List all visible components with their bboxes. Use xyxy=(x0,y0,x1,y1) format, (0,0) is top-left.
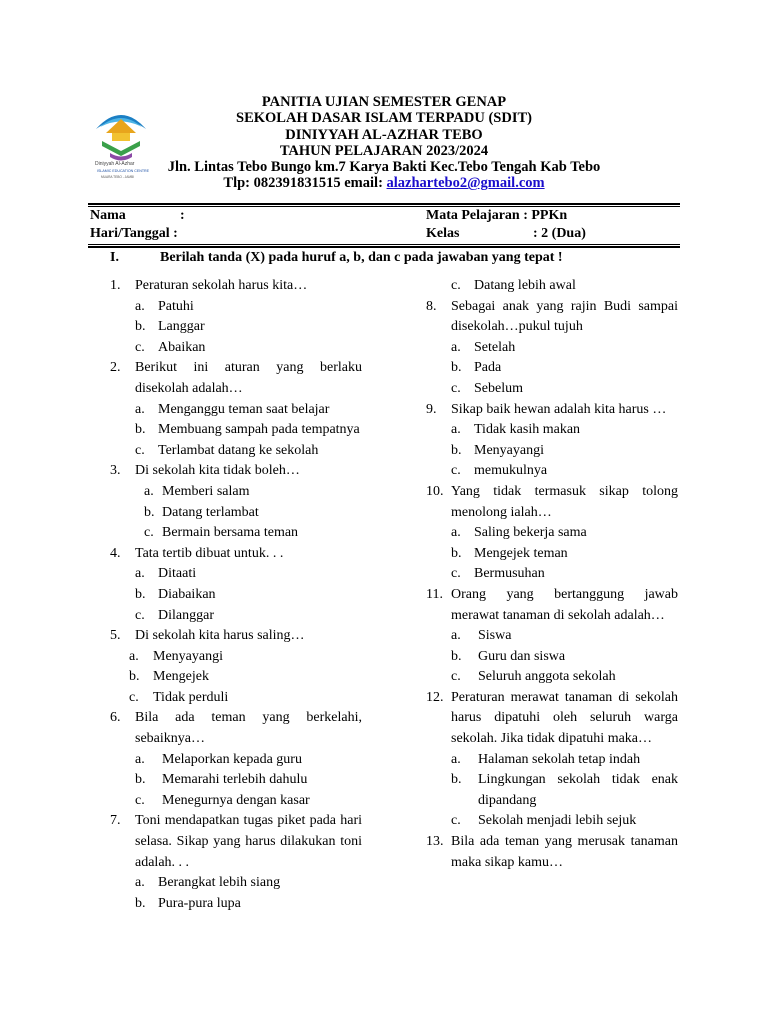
answer-option[interactable] xyxy=(110,585,362,606)
answer-option[interactable] xyxy=(110,750,362,771)
answer-option[interactable] xyxy=(426,544,678,565)
question xyxy=(110,544,362,565)
option-text: Melaporkan kepada guru xyxy=(162,751,302,767)
contact-phone: Tlp: 082391831515 email: xyxy=(223,175,387,192)
question-number: 10. xyxy=(426,483,444,499)
identity-rule-thick xyxy=(88,246,680,248)
question-text: Yang tidak termasuk sikap tolong menolong ialah… xyxy=(451,483,678,520)
question-text: Tata tertib dibuat untuk. . . xyxy=(135,545,284,561)
option-letter: b. xyxy=(451,442,462,458)
option-letter: c. xyxy=(135,442,145,458)
option-letter: a. xyxy=(451,339,461,355)
option-letter: a. xyxy=(135,751,145,767)
option-letter: c. xyxy=(451,380,461,396)
question-text: Peraturan sekolah harus kita… xyxy=(135,278,308,293)
question xyxy=(426,585,678,626)
question xyxy=(426,832,678,873)
option-text: Setelah xyxy=(474,339,516,355)
question xyxy=(110,461,362,482)
option-text: Menyayangi xyxy=(153,648,223,664)
option-letter: a. xyxy=(451,525,461,541)
option-text: Pada xyxy=(474,360,502,376)
option-text: Datang terlambat xyxy=(162,504,259,520)
option-letter: b. xyxy=(144,504,155,520)
question-number: 5. xyxy=(110,628,121,644)
option-letter: c. xyxy=(451,278,461,293)
option-text: Saling bekerja sama xyxy=(474,525,587,541)
option-text: Diabaikan xyxy=(158,586,216,602)
questions-right-column xyxy=(426,276,678,873)
answer-option[interactable] xyxy=(426,626,678,647)
option-text: Tidak kasih makan xyxy=(474,422,581,438)
letterhead xyxy=(150,94,618,192)
logo-caption-name: Diniyyah Al-Azhar xyxy=(95,161,135,167)
option-letter: c. xyxy=(451,669,461,685)
section-number: I. xyxy=(110,250,119,265)
option-text: Pura-pura lupa xyxy=(158,895,241,911)
option-letter: c. xyxy=(129,689,139,705)
option-text: Menegurnya dengan kasar xyxy=(162,792,310,808)
option-text: Mengejek xyxy=(153,669,209,685)
question-number: 3. xyxy=(110,463,121,479)
question-text: Bila ada teman yang merusak tanaman maka sikap kamu… xyxy=(451,834,678,870)
answer-option[interactable] xyxy=(110,606,362,627)
option-letter: c. xyxy=(451,566,461,582)
nama-colon: : xyxy=(180,208,185,223)
header-rule-top xyxy=(88,203,680,205)
option-letter: a. xyxy=(135,875,145,891)
letterhead-line-3: DINIYYAH AL-AZHAR TEBO xyxy=(285,126,483,143)
answer-option[interactable] xyxy=(110,667,362,688)
question xyxy=(426,297,678,338)
answer-option[interactable] xyxy=(426,667,678,688)
nama-label: Nama xyxy=(90,208,126,223)
answer-option[interactable] xyxy=(110,647,362,668)
answer-option[interactable] xyxy=(426,379,678,400)
answer-option[interactable] xyxy=(110,400,362,421)
hari-tanggal-label: Hari/Tanggal : xyxy=(90,226,178,241)
option-letter: b. xyxy=(451,772,462,788)
option-letter: a. xyxy=(144,483,154,499)
answer-option[interactable] xyxy=(426,461,678,482)
question-text: Di sekolah kita harus saling… xyxy=(135,628,305,644)
question xyxy=(110,708,362,749)
answer-option[interactable] xyxy=(110,441,362,462)
option-text: Menganggu teman saat belajar xyxy=(158,401,330,417)
question xyxy=(426,688,678,750)
option-letter: b. xyxy=(135,895,146,911)
option-letter: c. xyxy=(144,525,154,541)
letterhead-address: Jln. Lintas Tebo Bungo km.7 Karya Bakti Kec.Tebo Tengah Kab Tebo xyxy=(167,159,601,176)
question-number: 2. xyxy=(110,360,121,376)
answer-option[interactable] xyxy=(426,358,678,379)
answer-option[interactable] xyxy=(426,276,678,297)
answer-option[interactable] xyxy=(110,420,362,441)
question xyxy=(110,811,362,873)
letterhead-line-4: TAHUN PELAJARAN 2023/2024 xyxy=(279,142,489,159)
answer-option[interactable] xyxy=(426,441,678,462)
question-number: 6. xyxy=(110,710,121,726)
answer-option[interactable] xyxy=(110,317,362,338)
question-number: 13. xyxy=(426,834,444,850)
answer-option[interactable] xyxy=(110,482,362,503)
answer-option[interactable] xyxy=(110,523,362,544)
option-text: Halaman sekolah tetap indah xyxy=(478,751,641,767)
answer-option[interactable] xyxy=(110,791,362,812)
answer-option[interactable] xyxy=(110,873,362,894)
letterhead-line-1: PANITIA UJIAN SEMESTER GENAP xyxy=(261,94,507,110)
option-text: Berangkat lebih siang xyxy=(158,875,281,891)
option-text: Memarahi terlebih dahulu xyxy=(162,772,308,788)
answer-option[interactable] xyxy=(426,750,678,771)
answer-option[interactable] xyxy=(110,503,362,524)
answer-option[interactable] xyxy=(110,338,362,359)
option-letter: c. xyxy=(135,792,145,808)
option-text: Seluruh anggota sekolah xyxy=(478,669,616,685)
identity-rule-thin xyxy=(88,244,680,245)
option-text: Patuhi xyxy=(158,298,194,314)
option-letter: b. xyxy=(129,669,140,685)
option-letter: a. xyxy=(451,422,461,438)
answer-option[interactable] xyxy=(426,523,678,544)
option-letter: b. xyxy=(135,586,146,602)
question-number: 12. xyxy=(426,689,444,705)
section-instruction: Berilah tanda (X) pada huruf a, b, dan c pada jawaban yang tepat ! xyxy=(160,250,563,265)
answer-option[interactable] xyxy=(110,297,362,318)
option-letter: a. xyxy=(135,401,145,417)
email-link[interactable]: alazhartebo2@gmail.com xyxy=(386,175,545,192)
option-text: Datang lebih awal xyxy=(474,278,576,293)
letterhead-line-2: SEKOLAH DASAR ISLAM TERPADU (SDIT) xyxy=(236,110,532,127)
option-text: Abaikan xyxy=(158,339,206,355)
option-letter: c. xyxy=(135,339,145,355)
option-letter: c. xyxy=(135,607,145,623)
answer-option[interactable] xyxy=(426,770,678,811)
option-text: Dilanggar xyxy=(158,607,214,623)
question-text: Sebagai anak yang rajin Budi sampai disekolah…pukul tujuh xyxy=(451,298,678,335)
option-text: Sekolah menjadi lebih sejuk xyxy=(478,813,637,829)
option-letter: a. xyxy=(129,648,139,664)
answer-option[interactable] xyxy=(426,811,678,832)
questions-left-column xyxy=(110,276,362,914)
option-letter: c. xyxy=(451,813,461,829)
question xyxy=(426,482,678,523)
question-number: 1. xyxy=(110,278,121,293)
mata-pelajaran: Mata Pelajaran : PPKn xyxy=(426,208,568,223)
question-text: Toni mendapatkan tugas piket pada hari selasa. Sikap yang harus dilakukan toni adalah. . . xyxy=(135,813,362,870)
option-letter: b. xyxy=(135,422,146,438)
question-text: Berikut ini aturan yang berlaku disekolah adalah… xyxy=(135,360,362,396)
option-text: Ditaati xyxy=(158,566,197,582)
question xyxy=(110,358,362,399)
option-letter: b. xyxy=(135,772,146,788)
option-letter: b. xyxy=(451,360,462,376)
question-number: 4. xyxy=(110,545,121,561)
question-text: Sikap baik hewan adalah kita harus … xyxy=(451,401,667,417)
question-text: Di sekolah kita tidak boleh… xyxy=(135,463,300,479)
logo-caption-centre: ISLAMIC EDUCATION CENTRE xyxy=(97,169,150,173)
question-number: 11. xyxy=(426,586,443,602)
question xyxy=(110,626,362,647)
answer-option[interactable] xyxy=(110,894,362,915)
option-text: memukulnya xyxy=(474,463,548,479)
question-text: Bila ada teman yang berkelahi, sebaiknya… xyxy=(135,710,362,747)
question-text: Orang yang bertanggung jawab merawat tanaman di sekolah adalah… xyxy=(451,586,678,623)
option-letter: b. xyxy=(135,319,146,335)
question-number: 7. xyxy=(110,813,121,829)
option-text: Guru dan siswa xyxy=(478,648,566,664)
option-letter: a. xyxy=(451,628,461,644)
question xyxy=(426,400,678,421)
question-number: 8. xyxy=(426,298,437,314)
answer-option[interactable] xyxy=(426,647,678,668)
letterhead-contact xyxy=(150,175,618,191)
option-text: Mengejek teman xyxy=(474,545,568,561)
answer-option[interactable] xyxy=(110,770,362,791)
answer-option[interactable] xyxy=(110,564,362,585)
header-rule-top-thin xyxy=(88,206,680,207)
option-text: Sebelum xyxy=(474,380,523,396)
answer-option[interactable] xyxy=(426,420,678,441)
answer-option[interactable] xyxy=(110,688,362,709)
question-text: Peraturan merawat tanaman di sekolah harus dipatuhi oleh seluruh warga sekolah. Jika tidak dipatuhi maka… xyxy=(451,689,678,747)
question xyxy=(110,276,362,297)
option-letter: a. xyxy=(451,751,461,767)
option-letter: c. xyxy=(451,463,461,479)
kelas-label: Kelas xyxy=(426,226,460,241)
option-letter: a. xyxy=(135,298,145,314)
option-text: Langgar xyxy=(158,319,205,335)
option-letter: a. xyxy=(135,566,145,582)
kelas-value: : 2 (Dua) xyxy=(533,226,586,241)
option-text: Siswa xyxy=(478,628,512,644)
question-number: 9. xyxy=(426,401,437,417)
answer-option[interactable] xyxy=(426,338,678,359)
option-text: Bermain bersama teman xyxy=(162,525,299,541)
answer-option[interactable] xyxy=(426,564,678,585)
logo-caption-location: MUARA TEBO - JAMBI xyxy=(101,175,135,179)
option-text: Lingkungan sekolah tidak enak dipandang xyxy=(478,772,678,808)
option-letter: b. xyxy=(451,648,462,664)
option-letter: b. xyxy=(451,545,462,561)
option-text: Bermusuhan xyxy=(474,566,545,582)
option-text: Tidak perduli xyxy=(153,689,229,705)
option-text: Membuang sampah pada tempatnya xyxy=(158,422,360,438)
option-text: Memberi salam xyxy=(162,483,250,499)
option-text: Menyayangi xyxy=(474,442,544,458)
option-text: Terlambat datang ke sekolah xyxy=(158,442,319,458)
